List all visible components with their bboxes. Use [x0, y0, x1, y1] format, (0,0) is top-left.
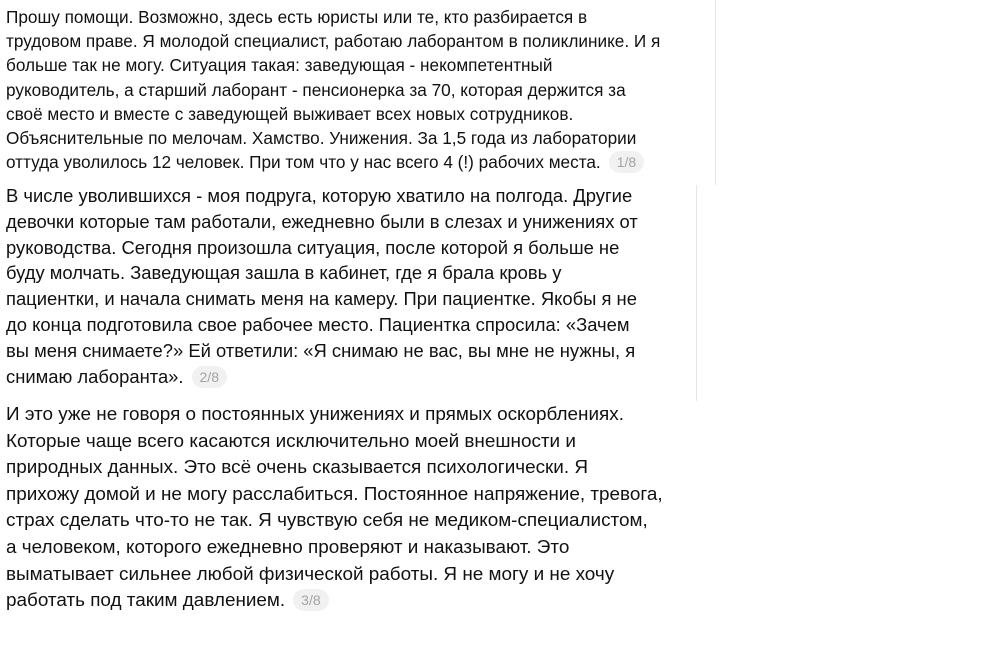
post-text: И это уже не говоря о постоянных унижениях и прямых оскорблениях. Которые чаще всего касаются исключительно моей внешности и природных данных. Это всё очень сказывается психологически. Я прихожу домой и не могу расслабиться. Постоянное напряжение, тревога, страх сделать что-то не так. Я чувствую себя не медиком-специалистом, а человеком, которого ежедневно проверяют и наказывают. Это выматывает сильнее любой физической работы. Я не могу и не хочу работать под таким давлением.: [6, 404, 663, 612]
post-counter-badge: 3/8: [293, 589, 328, 611]
thread-post-2: [6, 183, 696, 389]
post-separator-line: [696, 185, 697, 401]
thread-post-3: [6, 402, 706, 615]
post-text: Прошу помощи. Возможно, здесь есть юристы или те, кто разбирается в трудовом праве. Я молодой специалист, работаю лаборантом в поликлинике. И я больше так не могу. Ситуация такая: заведующая - некомпетентный руководитель, а старший лаборант - пенсионерка за 70, которая держится за своё место и вместе с заведующей выживает всех новых сотрудников. Объяснительные по мелочам. Хамство. Унижения. За 1,5 года из лаборатории оттуда уволилось 12 человек. При том что у нас всего 4 (!) рабочих места.: [6, 7, 661, 173]
thread-post-1: [6, 5, 716, 174]
post-text: В числе уволившихся - моя подруга, которую хватило на полгода. Другие девочки которые там работали, ежедневно были в слезах и унижениях от руководства. Сегодня произошла ситуация, после которой я больше не буду молчать. Заведующая зашла в кабинет, где я брала кровь у пациентки, и начала снимать меня на камеру. При пациентке. Якобы я не до конца подготовила свое рабочее место. Пациентка спросила: «Зачем вы меня снимаете?» Ей ответили: «Я снимаю не вас, вы мне не нужны, я снимаю лаборанта».: [6, 185, 638, 387]
post-counter-badge: 2/8: [192, 366, 227, 388]
post-counter-badge: 1/8: [609, 151, 644, 173]
